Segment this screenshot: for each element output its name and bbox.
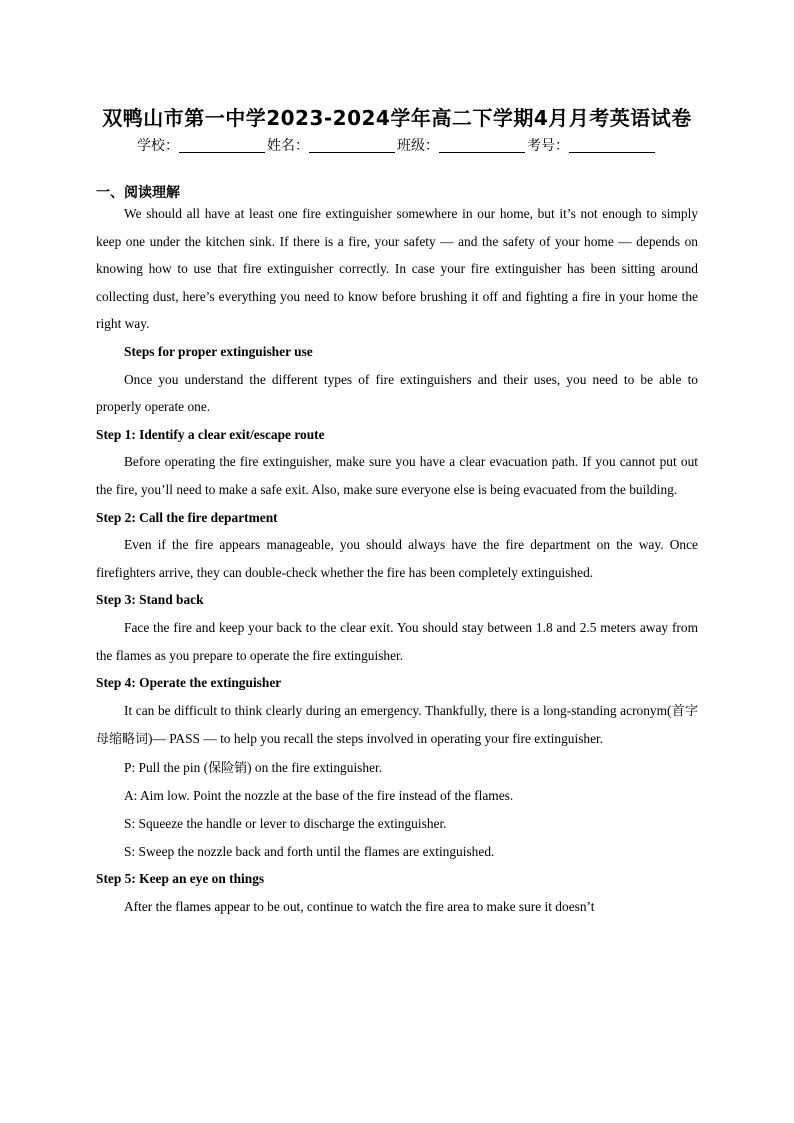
exam-number-blank[interactable] [569, 138, 655, 153]
step1-paragraph: Before operating the fire extinguisher, make sure you have a clear evacuation path. If you cannot put out the fire, you’ll need to make a safe exit. Also, make sure everyone else is being evacuated from the building. [96, 454, 698, 497]
step4-heading: Step 4: Operate the extinguisher [96, 675, 282, 691]
class-field [397, 135, 527, 155]
pass-p-text-a: P: Pull the pin ( [124, 759, 209, 775]
step2-heading: Step 2: Call the fire department [96, 509, 278, 525]
pass-s1-line: S: Squeeze the handle or lever to discharge the extinguisher. [124, 816, 447, 832]
reading-passage [96, 200, 698, 920]
section-heading: 一、阅读理解 [96, 185, 180, 201]
sub-intro-paragraph: Once you understand the different types of fire extinguishers and their uses, you need to be able to properly operate one. [96, 371, 698, 415]
step4-paragraph [96, 697, 698, 754]
step4-text-a: It can be difficult to think clearly during an emergency. Thankfully, there is a long-standing acronym( [124, 702, 672, 718]
school-field [137, 135, 267, 155]
name-field [267, 135, 397, 155]
step2-paragraph: Even if the fire appears manageable, you should always have the fire department on the way. Once firefighters arrive, they can double-check whether the fire has been completely extinguished. [96, 537, 698, 580]
step4-cn-gloss: 首字母缩略词 [96, 703, 698, 748]
exam-number-field [527, 135, 657, 155]
exam-title: 双鸭山市第一中学2023-2024学年高二下学期4月月考英语试卷 [102, 106, 692, 130]
school-blank[interactable] [179, 138, 265, 153]
class-label: 班级： [397, 138, 439, 154]
intro-paragraph: We should all have at least one fire extinguisher somewhere in our home, but it’s not enough to simply keep one under the kitchen sink. If there is a fire, your safety — and the safety of your home — depends on knowing how to use that fire extinguisher correctly. In case your fire extinguisher has been sitting around collecting dust, here’s everything you need to know before brushing it off and fighting a fire in your home the right way. [96, 206, 698, 332]
step5-paragraph: After the flames appear to be out, continue to watch the fire area to make sure it doesn’t [124, 898, 595, 914]
pass-a-line: A: Aim low. Point the nozzle at the base of the fire instead of the flames. [124, 788, 514, 804]
exam-number-label: 考号： [527, 138, 569, 154]
step4-text-b: )— PASS — to help you recall the steps involved in operating your fire extinguisher. [148, 731, 604, 747]
student-info-line [0, 135, 794, 155]
step3-heading: Step 3: Stand back [96, 592, 204, 608]
name-label: 姓名： [267, 138, 309, 154]
pass-p-cn-gloss: 保险销 [208, 760, 248, 776]
pass-p-text-b: ) on the fire extinguisher. [247, 759, 383, 775]
step3-paragraph: Face the fire and keep your back to the clear exit. You should stay between 1.8 and 2.5 meters away from the flames as you prepare to operate the fire extinguisher. [96, 619, 698, 663]
step1-heading: Step 1: Identify a clear exit/escape route [96, 426, 325, 442]
name-blank[interactable] [309, 138, 395, 153]
school-label: 学校： [137, 138, 179, 154]
pass-p-line [96, 754, 698, 783]
step5-heading: Step 5: Keep an eye on things [96, 871, 265, 887]
pass-s2-line: S: Sweep the nozzle back and forth until the flames are extinguished. [124, 843, 495, 859]
class-blank[interactable] [439, 138, 525, 153]
subheading: Steps for proper extinguisher use [124, 343, 313, 359]
